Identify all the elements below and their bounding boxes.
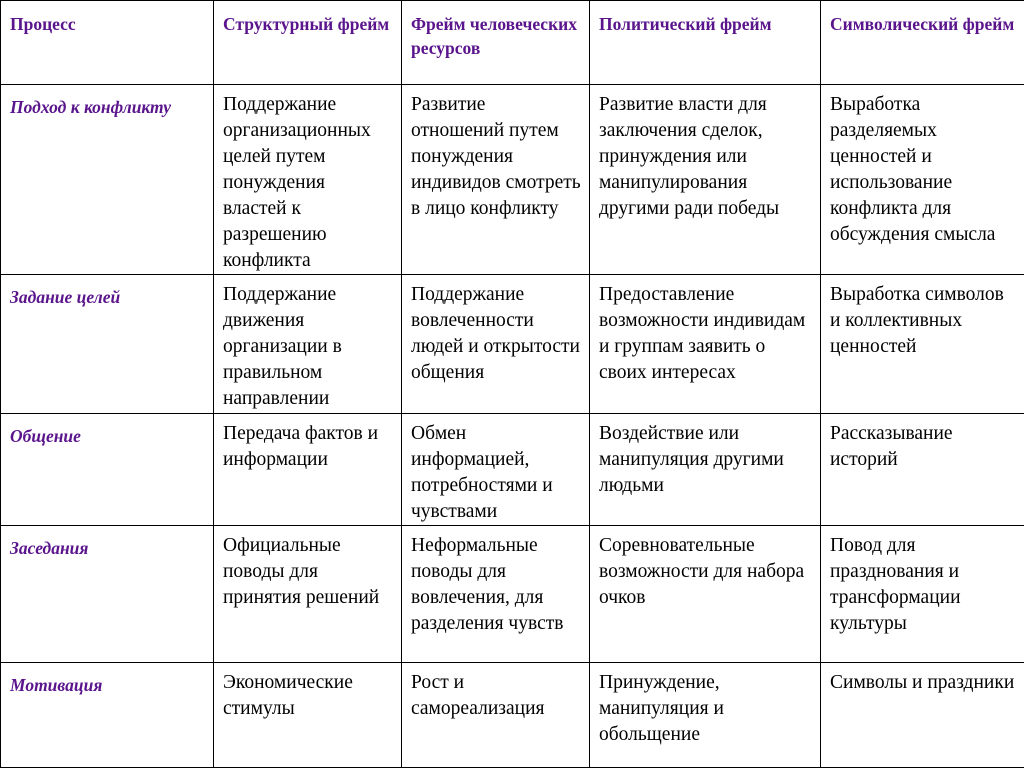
cell-symbolic: Символы и праздники — [821, 663, 1024, 768]
header-row — [1, 1, 1024, 85]
row-process-label: Задание целей — [1, 275, 214, 414]
cell-structural: Передача фактов и информации — [214, 414, 402, 526]
header-process: Процесс — [1, 1, 214, 85]
cell-human: Поддержание вовлеченности людей и открытости общения — [402, 275, 590, 414]
cell-human: Неформальные поводы для вовлечения, для разделения чувств — [402, 526, 590, 663]
cell-structural: Поддержание движения организации в правильном направлении — [214, 275, 402, 414]
cell-human: Обмен информацией, потребностями и чувствами — [402, 414, 590, 526]
cell-structural: Поддержание организационных целей путем понуждения властей к разрешению конфликта — [214, 85, 402, 275]
cell-structural: Экономические стимулы — [214, 663, 402, 768]
cell-political: Воздействие или манипуляция другими людьми — [590, 414, 821, 526]
header-structural-frame: Структурный фрейм — [214, 1, 402, 85]
cell-political: Развитие власти для заключения сделок, принуждения или манипулирования другими ради победы — [590, 85, 821, 275]
table-row — [1, 414, 1024, 526]
cell-political: Соревновательные возможности для набора очков — [590, 526, 821, 663]
cell-symbolic: Выработка символов и коллективных ценностей — [821, 275, 1024, 414]
table-row — [1, 85, 1024, 275]
cell-political: Принуждение, манипуляция и обольщение — [590, 663, 821, 768]
header-symbolic-frame: Символический фрейм — [821, 1, 1024, 85]
cell-structural: Официальные поводы для принятия решений — [214, 526, 402, 663]
row-process-label: Подход к конфликту — [1, 85, 214, 275]
table-row — [1, 275, 1024, 414]
row-process-label: Заседания — [1, 526, 214, 663]
header-human-resources-frame: Фрейм человеческих ресурсов — [402, 1, 590, 85]
table-row — [1, 526, 1024, 663]
cell-human: Рост и самореализация — [402, 663, 590, 768]
cell-human: Развитие отношений путем понуждения индивидов смотреть в лицо конфликту — [402, 85, 590, 275]
cell-symbolic: Рассказывание историй — [821, 414, 1024, 526]
row-process-label: Мотивация — [1, 663, 214, 768]
table-row — [1, 663, 1024, 768]
cell-symbolic: Повод для празднования и трансформации культуры — [821, 526, 1024, 663]
cell-symbolic: Выработка разделяемых ценностей и использование конфликта для обсуждения смысла — [821, 85, 1024, 275]
cell-political: Предоставление возможности индивидам и группам заявить о своих интересах — [590, 275, 821, 414]
row-process-label: Общение — [1, 414, 214, 526]
header-political-frame: Политический фрейм — [590, 1, 821, 85]
